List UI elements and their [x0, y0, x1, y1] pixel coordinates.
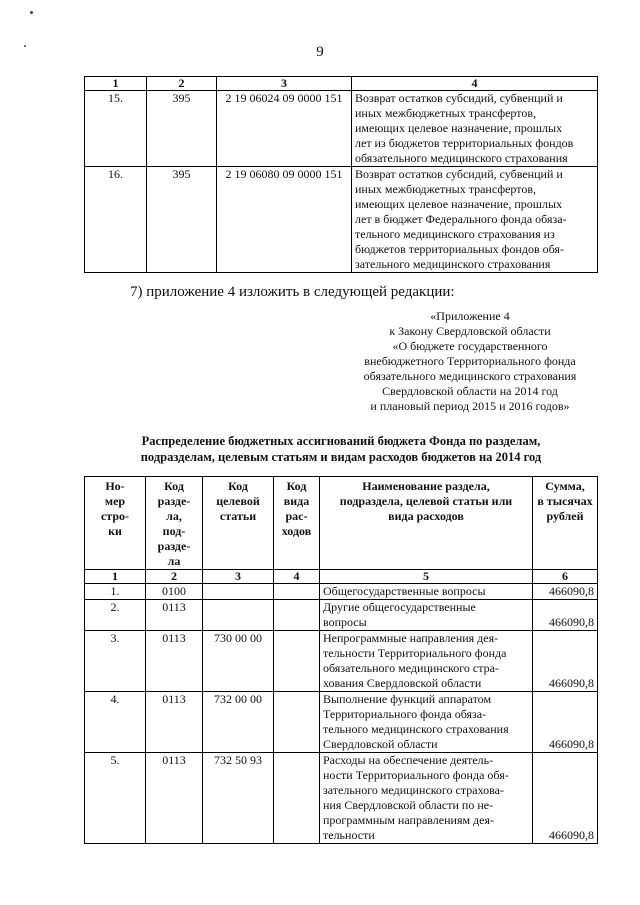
section-code: 0113 — [146, 631, 203, 692]
budget-class-code: 2 19 06080 09 0000 151 — [217, 167, 352, 273]
header-line: вида — [283, 494, 310, 508]
header-line: разде- — [157, 539, 191, 553]
expense-type-code — [274, 600, 320, 631]
header-line: Код — [286, 479, 307, 493]
column-number: 2 — [147, 77, 217, 91]
column-number: 4 — [274, 570, 320, 584]
header-line: статьи — [219, 509, 257, 523]
text-line: тельности Территориального фонда — [323, 646, 507, 660]
column-number: 1 — [85, 570, 146, 584]
table-header-row — [85, 477, 598, 570]
table-row — [85, 600, 598, 631]
header-section-code — [146, 477, 203, 570]
header-line: целевой — [216, 494, 260, 508]
revenue-code-table — [84, 76, 598, 273]
header-line: в тысячах — [537, 494, 593, 508]
row-sum: 466090,8 — [533, 753, 598, 844]
column-number: 5 — [320, 570, 533, 584]
text-line: бюджетов территориальных фондов обя- — [355, 242, 564, 256]
column-number: 1 — [85, 77, 147, 91]
text-line: иных межбюджетных трансфертов, — [355, 182, 537, 196]
column-number: 3 — [203, 570, 274, 584]
row-sum: 466090,8 — [533, 692, 598, 753]
header-line: Но- — [105, 479, 125, 493]
revenue-name — [352, 91, 598, 167]
row-sum: 466090,8 — [533, 631, 598, 692]
text-line: Возврат остатков субсидий, субвенций и — [355, 167, 563, 181]
text-line: Территориального фонда обяза- — [323, 707, 487, 721]
target-code — [203, 600, 274, 631]
expense-type-code — [274, 631, 320, 692]
amendment-intro: 7) приложение 4 изложить в следующей редакции: — [130, 284, 455, 300]
header-line: стро- — [100, 509, 130, 523]
appendix-line: Свердловской области на 2014 год — [382, 384, 558, 398]
header-row-number — [85, 477, 146, 570]
title-line: подразделам, целевым статьям и видам расходов бюджетов на 2014 год — [140, 450, 542, 464]
row-sum: 466090,8 — [533, 600, 598, 631]
text-line: обязательного медицинского стра- — [323, 661, 499, 675]
column-number: 3 — [217, 77, 352, 91]
expense-type-code — [274, 753, 320, 844]
section-code: 0113 — [146, 600, 203, 631]
revenue-name — [352, 167, 598, 273]
text-line: лет из бюджетов территориальных фондов — [355, 136, 574, 150]
text-line: зательного медицинского страхования — [355, 257, 551, 271]
appendix-line: и плановый период 2015 и 2016 годов» — [370, 399, 570, 413]
target-code: 732 00 00 — [203, 692, 274, 753]
title-line: Распределение бюджетных ассигнований бюджета Фонда по разделам, — [141, 434, 541, 448]
row-number: 2. — [85, 600, 146, 631]
column-number: 2 — [146, 570, 203, 584]
row-number: 5. — [85, 753, 146, 844]
table-row — [85, 584, 598, 600]
admin-code: 395 — [147, 91, 217, 167]
header-line: Сумма, — [545, 479, 585, 493]
section-code: 0113 — [146, 692, 203, 753]
header-line: подраздела, целевой статьи или — [339, 494, 513, 508]
row-number: 3. — [85, 631, 146, 692]
budget-class-code: 2 19 06024 09 0000 151 — [217, 91, 352, 167]
header-line: Код — [228, 479, 248, 493]
text-line: имеющих целевое назначение, прошлых — [355, 121, 563, 135]
document-title — [84, 433, 598, 465]
appendix-line: обязательного медицинского страхования — [363, 369, 577, 383]
table-row — [85, 692, 598, 753]
row-sum: 466090,8 — [533, 584, 598, 600]
text-line: Другие общегосударственные — [323, 600, 476, 614]
header-line: ки — [108, 524, 122, 538]
appendix-heading — [340, 309, 600, 414]
table-row — [85, 631, 598, 692]
table-row — [85, 91, 598, 167]
row-number: 16. — [85, 167, 147, 273]
appendix-line: «О бюджете государственного — [392, 339, 548, 353]
expense-type-code — [274, 692, 320, 753]
page-number: 9 — [316, 44, 324, 60]
text-line: Непрограммные направления дея- — [323, 631, 499, 645]
header-line: ла — [167, 554, 181, 568]
text-line: тельного медицинского страхования — [323, 722, 509, 736]
table-row — [85, 167, 598, 273]
header-sum — [533, 477, 598, 570]
table-row — [85, 753, 598, 844]
column-number: 4 — [352, 77, 598, 91]
header-line: разде- — [157, 494, 191, 508]
column-number-row — [85, 570, 598, 584]
target-code: 732 50 93 — [203, 753, 274, 844]
row-name — [320, 753, 533, 844]
text-line: ния Свердловской области по не- — [323, 798, 494, 812]
row-name — [320, 600, 533, 631]
text-line: Возврат остатков субсидий, субвенций и — [355, 91, 563, 105]
row-name — [320, 584, 533, 600]
appendix-line: внебюджетного Территориального фонда — [364, 354, 576, 368]
section-code: 0100 — [146, 584, 203, 600]
text-line: Свердловской области — [323, 737, 438, 751]
table-header-row — [85, 77, 598, 91]
text-line: имеющих целевое назначение, прошлых — [355, 197, 563, 211]
target-code: 730 00 00 — [203, 631, 274, 692]
appendix-line: к Закону Свердловской области — [389, 324, 551, 338]
scan-dot — [24, 45, 26, 47]
text-line: хования Свердловской области — [323, 676, 482, 690]
header-line: рас- — [285, 509, 308, 523]
section-code: 0113 — [146, 753, 203, 844]
header-line: под- — [162, 524, 186, 538]
text-line: Расходы на обеспечение деятель- — [323, 753, 494, 767]
row-number: 15. — [85, 91, 147, 167]
expense-type-code — [274, 584, 320, 600]
budget-allocation-table — [84, 476, 598, 844]
row-name — [320, 631, 533, 692]
text-line: вопросы — [323, 615, 367, 629]
header-name — [320, 477, 533, 570]
text-line: Выполнение функций аппаратом — [323, 692, 492, 706]
header-line: Наименование раздела, — [362, 479, 490, 493]
text-line: ности Территориального фонда обя- — [323, 768, 509, 782]
row-number: 1. — [85, 584, 146, 600]
text-line: обязательного медицинского страхования — [355, 151, 568, 165]
text-line: программным направлениям дея- — [323, 813, 494, 827]
text-line: тельности — [323, 828, 375, 842]
target-code — [203, 584, 274, 600]
text-line: тельного медицинского страхования из — [355, 227, 555, 241]
appendix-line: «Приложение 4 — [430, 309, 510, 323]
row-number: 4. — [85, 692, 146, 753]
text-line: лет в бюджет Федерального фонда обяза- — [355, 212, 567, 226]
column-number: 6 — [533, 570, 598, 584]
header-line: рублей — [546, 509, 584, 523]
admin-code: 395 — [147, 167, 217, 273]
text-line: Общегосударственные вопросы — [323, 584, 486, 598]
text-line: зательного медицинского страхова- — [323, 783, 504, 797]
text-line: иных межбюджетных трансфертов, — [355, 106, 537, 120]
header-line: Код — [164, 479, 184, 493]
row-name — [320, 692, 533, 753]
scan-dot — [30, 11, 33, 14]
header-line: вида расходов — [388, 509, 464, 523]
header-target-code — [203, 477, 274, 570]
header-line: ходов — [281, 524, 312, 538]
header-line: мер — [104, 494, 126, 508]
header-expense-type-code — [274, 477, 320, 570]
header-line: ла, — [166, 509, 182, 523]
